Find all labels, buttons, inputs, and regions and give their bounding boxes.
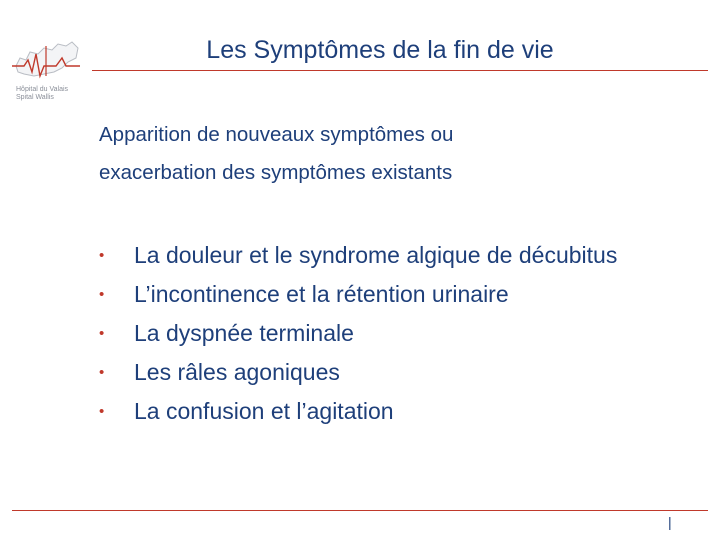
heading-line-2: exacerbation des symptômes existants — [99, 161, 453, 184]
list-item-text: La confusion et l’agitation — [134, 398, 394, 424]
slide-heading — [99, 116, 659, 192]
footer-divider — [12, 510, 708, 511]
heading-line-1: Apparition de nouveaux symptômes ou — [99, 123, 454, 146]
list-item — [99, 353, 617, 392]
logo-text-german: Spital Wallis — [16, 94, 54, 101]
list-item-text: L’incontinence et la rétention urinaire — [134, 281, 509, 307]
slide-title: Les Symptômes de la fin de vie — [206, 36, 554, 64]
bullet-icon: • — [99, 325, 105, 342]
bullet-icon: • — [99, 286, 105, 303]
list-item-text: La dyspnée terminale — [134, 320, 354, 346]
bullet-icon: • — [99, 403, 105, 420]
logo-text-french: Hôpital du Valais — [16, 86, 69, 93]
valais-map-heartbeat-icon — [10, 36, 82, 82]
list-item — [99, 314, 617, 353]
bullet-icon: • — [99, 364, 105, 381]
hospital-logo — [8, 36, 88, 108]
list-item — [99, 392, 617, 431]
list-item — [99, 236, 617, 275]
list-item — [99, 275, 617, 314]
bullet-icon: • — [99, 247, 105, 264]
list-item-text: La douleur et le syndrome algique de décubitus — [134, 242, 618, 268]
list-item-text: Les râles agoniques — [134, 359, 340, 385]
symptom-list — [99, 236, 617, 431]
title-divider — [92, 70, 708, 71]
page-number-marker: | — [668, 514, 672, 530]
